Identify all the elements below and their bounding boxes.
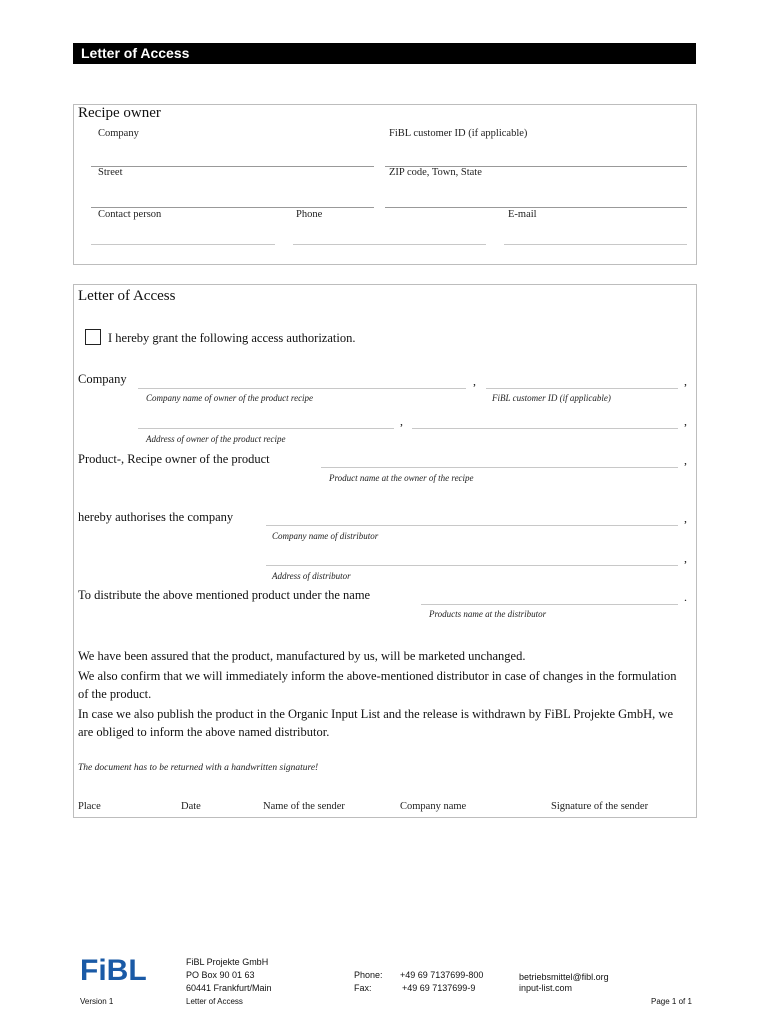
release-paragraph: In case we also publish the product in the Organic Input List and the release is withdrawn by FiBL Projekte GmbH, we are obliged to inform the above named distributor. — [78, 707, 674, 739]
street-field[interactable] — [91, 207, 374, 208]
sig-place-label: Place — [78, 801, 101, 812]
address-caption: Address of owner of the product recipe — [146, 434, 286, 444]
email-field[interactable] — [504, 244, 687, 245]
phone-number: +49 69 7137699-800 — [400, 970, 484, 980]
email-label: E-mail — [508, 209, 537, 220]
distributor-address-field[interactable] — [266, 565, 678, 566]
zip-label: ZIP code, Town, State — [389, 167, 482, 178]
company-field[interactable] — [91, 166, 374, 167]
distributor-product-caption: Products name at the distributor — [429, 609, 547, 619]
street-label: Street — [98, 167, 123, 178]
phone-field[interactable] — [293, 244, 486, 245]
sig-signature-label: Signature of the sender — [551, 801, 649, 812]
sig-date-label: Date — [181, 801, 201, 812]
company-caption: Company name of owner of the product recipe — [146, 393, 314, 403]
website-link[interactable]: input-list.com — [519, 983, 573, 993]
page-title: Letter of Access — [73, 43, 696, 64]
grant-checkbox[interactable] — [85, 329, 101, 345]
zip-field[interactable] — [385, 207, 687, 208]
sig-company-label: Company name — [400, 801, 467, 812]
owner-address-field-2[interactable] — [412, 428, 678, 429]
letter-of-access-heading: Letter of Access — [78, 288, 176, 304]
contact-label: Contact person — [98, 209, 162, 220]
assurance-paragraph: We have been assured that the product, manufactured by us, will be marketed unchanged. — [78, 649, 526, 663]
distributor-company-field[interactable] — [266, 525, 678, 526]
confirmation-paragraph: We also confirm that we will immediately inform the above-mentioned distributor in case of changes in the formulation of the product. — [78, 669, 677, 701]
access-company-label: Company — [78, 372, 127, 386]
comma: , — [400, 414, 403, 428]
phone-label-footer: Phone: — [354, 970, 383, 980]
fax-number: +49 69 7137699-9 — [402, 983, 476, 993]
owner-company-field[interactable] — [138, 388, 466, 389]
distributor-product-field[interactable] — [421, 604, 678, 605]
recipe-owner-section — [73, 104, 697, 265]
signature-note: The document has to be returned with a handwritten signature! — [78, 763, 319, 773]
comma: , — [684, 551, 687, 565]
product-label: Product-, Recipe owner of the product — [78, 452, 270, 466]
sig-sender-label: Name of the sender — [263, 801, 345, 812]
recipe-owner-heading: Recipe owner — [78, 105, 161, 121]
customer-id-label: FiBL customer ID (if applicable) — [389, 128, 528, 139]
comma: , — [473, 374, 476, 388]
authorises-label: hereby authorises the company — [78, 510, 234, 524]
distributor-address-caption: Address of distributor — [272, 571, 351, 581]
version-text: Version 1 — [80, 997, 114, 1006]
owner-customer-id-field[interactable] — [486, 388, 678, 389]
comma: , — [684, 414, 687, 428]
email-link[interactable]: betriebsmittel@fibl.org — [519, 972, 609, 982]
owner-address-field-1[interactable] — [138, 428, 394, 429]
product-caption: Product name at the owner of the recipe — [329, 473, 474, 483]
company-label: Company — [98, 128, 139, 139]
city: 60441 Frankfurt/Main — [186, 983, 272, 993]
fax-label-footer: Fax: — [354, 983, 372, 993]
comma: , — [684, 511, 687, 525]
distribute-label: To distribute the above mentioned product under the name — [78, 588, 371, 602]
customer-id-caption: FiBL customer ID (if applicable) — [492, 393, 611, 403]
page-number: Page 1 of 1 — [651, 997, 692, 1006]
period: . — [684, 590, 687, 604]
phone-label: Phone — [296, 209, 323, 220]
org-name: FiBL Projekte GmbH — [186, 957, 269, 967]
grant-text: I hereby grant the following access authorization. — [108, 331, 356, 345]
comma: , — [684, 453, 687, 467]
distributor-caption: Company name of distributor — [272, 531, 379, 541]
comma: , — [684, 374, 687, 388]
product-name-field[interactable] — [321, 467, 678, 468]
fibl-logo: FiBL — [80, 954, 147, 987]
contact-field[interactable] — [91, 244, 275, 245]
po-box: PO Box 90 01 63 — [186, 970, 255, 980]
document-name: Letter of Access — [186, 997, 243, 1006]
